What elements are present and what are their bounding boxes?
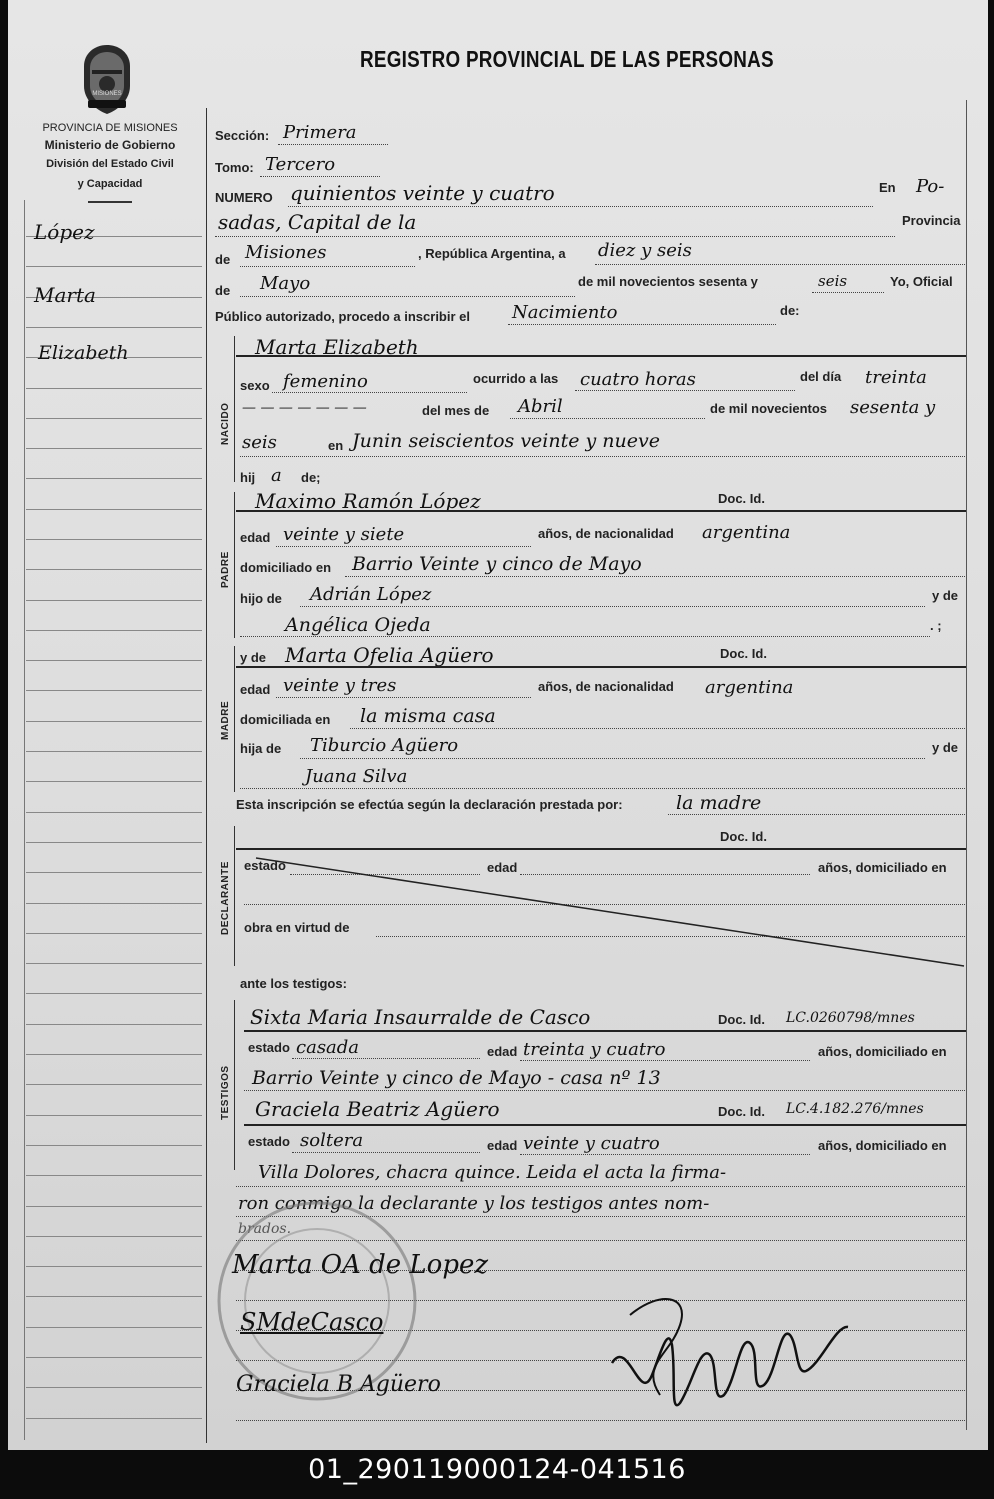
margin-rule-line — [26, 781, 202, 782]
dash-fill: — — — — — — — — [242, 400, 367, 416]
publico-label: Público autorizado, procedo a inscribir el — [215, 309, 470, 324]
signature-testigo-1: SMdeCasco — [240, 1308, 384, 1336]
margin-rule-line — [26, 842, 202, 843]
document-title: REGISTRO PROVINCIAL DE LAS PERSONAS — [360, 46, 774, 72]
margin-rule-line — [26, 569, 202, 570]
testigo2-edad-label: edad — [487, 1138, 518, 1153]
margin-rule-line — [26, 1145, 202, 1146]
margin-rule-line — [26, 418, 202, 419]
declaracion-value: la madre — [676, 792, 762, 814]
tomo-value: Tercero — [265, 154, 336, 175]
margin-rule-line — [26, 539, 202, 540]
testigo1-domicilio-value: Barrio Veinte y cinco de Mayo - casa nº 13 — [252, 1067, 661, 1089]
anio-value: seis — [818, 272, 848, 290]
numero-value: quinientos veinte y cuatro — [290, 181, 555, 205]
testigo1-estado-label: estado — [248, 1040, 290, 1055]
header-ministry: Ministerio de Gobierno — [44, 138, 176, 152]
testigo2-doc-label: Doc. Id. — [718, 1104, 765, 1119]
padre-end: . ; — [930, 618, 942, 633]
hij-label: hij — [240, 470, 256, 485]
margin-rule-line — [26, 1236, 202, 1237]
anio-nacido-value-2: seis — [242, 432, 277, 453]
signature-oficial — [600, 1285, 860, 1435]
anio-nacido-value: sesenta y — [850, 397, 936, 418]
testigos-label: ante los testigos: — [240, 976, 347, 991]
padre-edad-label: edad — [240, 530, 271, 545]
margin-rule-line — [26, 509, 202, 510]
padre-domicilio-value: Barrio Veinte y cinco de Mayo — [352, 553, 642, 575]
signature-testigo-2: Graciela B Agüero — [236, 1372, 441, 1397]
declaracion-label: Esta inscripción se efectúa según la declaración prestada por: — [236, 797, 623, 812]
madre-nacionalidad-value: argentina — [705, 677, 794, 698]
hij-de-label: de; — [301, 470, 321, 485]
numero-label: NUMERO — [215, 190, 273, 205]
madre-domicilio-label: domiciliada en — [240, 712, 331, 727]
padre-section-label: PADRE — [220, 551, 231, 588]
seal-caption: MISIONES — [92, 91, 122, 97]
sexo-value: femenino — [283, 371, 368, 392]
margin-rule-line — [26, 1418, 202, 1419]
testigo1-doc-value: LC.0260798/mnes — [786, 1010, 915, 1026]
closing-line-2: brados. — [238, 1221, 292, 1237]
dia-label: del día — [800, 369, 842, 384]
nacido-nombre: Marta Elizabeth — [255, 335, 419, 359]
madre-madre-value: Juana Silva — [305, 766, 408, 787]
madre-edad-label: edad — [240, 682, 271, 697]
provincia-label: Provincia — [902, 213, 961, 228]
madre-doc-label: Doc. Id. — [720, 646, 767, 661]
closing-line-1: ron conmigo la declarante y los testigos antes nom- — [238, 1193, 710, 1214]
margin-rule-line — [26, 812, 202, 813]
testigo2-doc-value: LC.4.182.276/mnes — [786, 1101, 924, 1117]
nacido-section-label: NACIDO — [220, 402, 231, 445]
margin-rule-line — [26, 751, 202, 752]
signature-madre: Marta OA de Lopez — [232, 1250, 489, 1280]
margin-rule-line — [26, 327, 202, 328]
declarante-estado-label: estado — [244, 858, 286, 873]
margin-rule-line — [26, 690, 202, 691]
margin-rule-line — [26, 1206, 202, 1207]
padre-nacionalidad-value: argentina — [702, 522, 791, 543]
testigo1-edad-value: treinta y cuatro — [523, 1039, 666, 1060]
seccion-value: Primera — [283, 122, 357, 143]
margin-rule-line — [26, 903, 202, 904]
hij-suffix: a — [271, 465, 282, 486]
madre-nombre: Marta Ofelia Agüero — [285, 643, 494, 667]
anio-label: de mil novecientos sesenta y — [578, 274, 758, 289]
mes-label: del mes de — [422, 403, 490, 418]
margin-second-name: Elizabeth — [38, 342, 129, 364]
margin-rule-line — [26, 933, 202, 934]
margin-surname: López — [34, 220, 95, 244]
province-seal-icon — [76, 42, 138, 116]
margin-rule-line — [26, 266, 202, 267]
provincia-value: Misiones — [245, 242, 327, 263]
place-continuation: sadas, Capital de la — [218, 210, 417, 234]
testigo2-domiciliado-label: años, domiciliado en — [818, 1138, 947, 1153]
margin-rule-line — [26, 1175, 202, 1176]
madre-domicilio-value: la misma casa — [360, 705, 496, 727]
margin-rule-line — [26, 1115, 202, 1116]
margin-rule-line — [26, 1327, 202, 1328]
padre-nombre: Maximo Ramón López — [255, 489, 481, 513]
header-province: PROVINCIA DE MISIONES — [42, 122, 178, 134]
margin-rule-line — [26, 478, 202, 479]
margin-rule-line — [26, 1357, 202, 1358]
margin-rule-line — [26, 1024, 202, 1025]
margin-rule-line — [26, 721, 202, 722]
lugar-label: en — [328, 438, 344, 453]
margin-rule-line — [26, 388, 202, 389]
margin-rule-line — [26, 993, 202, 994]
padre-hijo-label: hijo de — [240, 591, 282, 606]
ocurrido-label: ocurrido a las — [473, 371, 559, 386]
en-value: Po- — [916, 176, 945, 197]
header-division: División del Estado Civil — [46, 158, 174, 170]
declarante-doc-label: Doc. Id. — [720, 829, 767, 844]
republica-label: , República Argentina, a — [418, 246, 566, 261]
declarante-crossed-out-line — [236, 848, 966, 968]
dia-value: diez y seis — [598, 240, 692, 261]
mes-value: Mayo — [260, 273, 311, 294]
margin-rule-line — [26, 1296, 202, 1297]
padre-doc-label: Doc. Id. — [718, 491, 765, 506]
madre-hija-label: hija de — [240, 741, 282, 756]
testigo1-estado-value: casada — [296, 1037, 360, 1058]
declarante-section-label: DECLARANTE — [220, 861, 231, 935]
de-label: de — [215, 252, 231, 267]
margin-rule-line — [26, 630, 202, 631]
margin-rule-line — [26, 600, 202, 601]
dia-nacido-value: treinta — [865, 367, 927, 388]
anio-nacido-label: de mil novecientos — [710, 401, 828, 416]
madre-y-de-label-2: y de — [932, 740, 959, 755]
image-caption: 01_290119000124-041516 — [308, 1454, 686, 1485]
testigo2-estado-value: soltera — [300, 1130, 364, 1151]
testigo1-doc-label: Doc. Id. — [718, 1012, 765, 1027]
madre-anos-label: años, de nacionalidad — [538, 679, 674, 694]
testigo1-edad-label: edad — [487, 1044, 518, 1059]
de2-label: de — [215, 283, 231, 298]
padre-domicilio-label: domiciliado en — [240, 560, 332, 575]
seccion-label: Sección: — [215, 128, 270, 143]
declarante-edad-label: edad — [487, 860, 518, 875]
margin-rule-line — [26, 1387, 202, 1388]
margin-rule-line — [26, 660, 202, 661]
madre-padre-value: Tiburcio Agüero — [310, 735, 459, 756]
declarante-domiciliado-label: años, domiciliado en — [818, 860, 947, 875]
document-page — [8, 0, 988, 1450]
testigo2-edad-value: veinte y cuatro — [523, 1133, 660, 1154]
testigo2-domicilio-value: Villa Dolores, chacra quince. Leida el acta la firma- — [258, 1162, 727, 1183]
en-label: En — [879, 180, 896, 195]
madre-y-de-label: y de — [240, 650, 267, 665]
testigo1-domiciliado-label: años, domiciliado en — [818, 1044, 947, 1059]
margin-rule-line — [26, 963, 202, 964]
de3-label: de: — [780, 303, 800, 318]
hora-value: cuatro horas — [580, 369, 696, 390]
margin-rule-line — [26, 448, 202, 449]
margin-rule-line — [26, 1054, 202, 1055]
sexo-label: sexo — [240, 378, 270, 393]
margin-rule-line — [26, 872, 202, 873]
testigo2-nombre: Graciela Beatriz Agüero — [255, 1097, 500, 1121]
margin-rule-line — [26, 1084, 202, 1085]
madre-section-label: MADRE — [220, 700, 231, 740]
margin-rule-line — [26, 1266, 202, 1267]
testigo2-estado-label: estado — [248, 1134, 290, 1149]
acto-value: Nacimiento — [512, 302, 618, 323]
madre-edad-value: veinte y tres — [283, 675, 397, 696]
header-division-2: y Capacidad — [77, 178, 143, 190]
testigos-section-label: TESTIGOS — [220, 1065, 231, 1120]
testigo1-nombre: Sixta Maria Insaurralde de Casco — [250, 1005, 591, 1029]
lugar-value: Junin seiscientos veinte y nueve — [352, 430, 661, 452]
padre-madre-value: Angélica Ojeda — [285, 614, 431, 636]
yo-oficial-label: Yo, Oficial — [890, 274, 953, 289]
padre-y-de-label: y de — [932, 588, 959, 603]
margin-first-name: Marta — [34, 283, 96, 307]
padre-anos-label: años, de nacionalidad — [538, 526, 674, 541]
mes-nacido-value: Abril — [518, 396, 563, 417]
padre-edad-value: veinte y siete — [283, 524, 405, 545]
declarante-obra-label: obra en virtud de — [244, 920, 350, 935]
padre-padre-value: Adrián López — [310, 584, 432, 605]
tomo-label: Tomo: — [215, 160, 254, 175]
